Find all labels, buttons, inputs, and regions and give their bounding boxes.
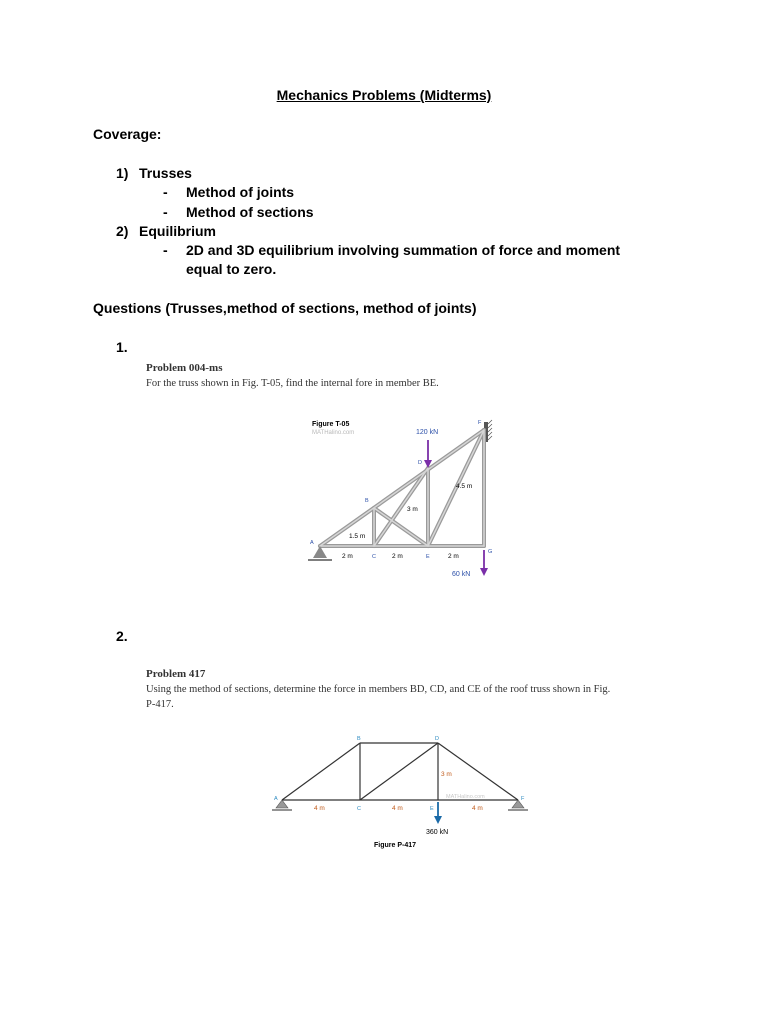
figure-caption: Figure P-417 [374, 842, 417, 849]
dimension-label: 2 m [448, 553, 459, 560]
question-number: 2. [116, 628, 128, 644]
node-label: A [274, 796, 278, 802]
node-label: D [418, 460, 422, 466]
watermark: MATHalino.com [446, 794, 485, 800]
coverage-heading: Coverage: [93, 126, 162, 142]
dimension-label: 4 m [472, 805, 483, 812]
dimension-label: 2 m [392, 553, 403, 560]
load-label: 360 kN [426, 829, 449, 836]
load-label: 60 kN [452, 571, 471, 578]
coverage-item-equilibrium: Equilibrium [139, 223, 216, 239]
bullet-dash: - [163, 204, 168, 220]
problem-title: Problem 004-ms [146, 362, 223, 374]
load-label: 120 kN [416, 429, 439, 436]
node-label: B [365, 498, 369, 504]
dimension-label: 3 m [407, 506, 418, 513]
dimension-label: 4 m [392, 805, 403, 812]
problem-text: Using the method of sections, determine the force in members BD, CD, and CE of the roof truss shown in Fig. [146, 684, 611, 695]
dimension-label: 3 m [441, 771, 452, 778]
figure-t05 [300, 400, 520, 582]
node-label: C [357, 806, 361, 812]
node-label: G [488, 549, 493, 555]
problem-title: Problem 417 [146, 668, 206, 680]
dimension-label: 1.5 m [349, 533, 366, 540]
sub-item-equilibrium-line1: 2D and 3D equilibrium involving summation of force and moment [186, 242, 621, 258]
sub-item-method-of-sections: Method of sections [186, 204, 314, 220]
dimension-label: 4.5 m [456, 483, 473, 490]
node-label: B [357, 736, 361, 742]
node-label: F [478, 420, 482, 426]
dimension-label: 4 m [314, 805, 325, 812]
node-label: A [310, 540, 314, 546]
sub-item-method-of-joints: Method of joints [186, 184, 295, 200]
dimension-label: 2 m [342, 553, 353, 560]
node-label: C [372, 554, 376, 560]
coverage-item-number: 2) [116, 223, 129, 239]
node-label: E [430, 806, 434, 812]
question-number: 1. [116, 339, 128, 355]
page-title: Mechanics Problems (Midterms) [276, 87, 492, 103]
problem-text: For the truss shown in Fig. T-05, find the internal fore in member BE. [146, 378, 439, 389]
figure-caption: Figure T-05 [312, 421, 350, 428]
coverage-item-trusses: Trusses [139, 165, 192, 181]
bullet-dash: - [163, 242, 168, 258]
sub-item-equilibrium-line2: equal to zero. [186, 261, 277, 277]
node-label: F [521, 796, 525, 802]
watermark: MATHalino.com [312, 430, 355, 436]
node-label: E [426, 554, 430, 560]
problem-text: P-417. [146, 699, 174, 710]
bullet-dash: - [163, 184, 168, 200]
figure-p417 [262, 730, 542, 855]
coverage-item-number: 1) [116, 165, 129, 181]
node-label: D [435, 736, 439, 742]
questions-heading: Questions (Trusses,method of sections, method of joints) [93, 300, 477, 316]
